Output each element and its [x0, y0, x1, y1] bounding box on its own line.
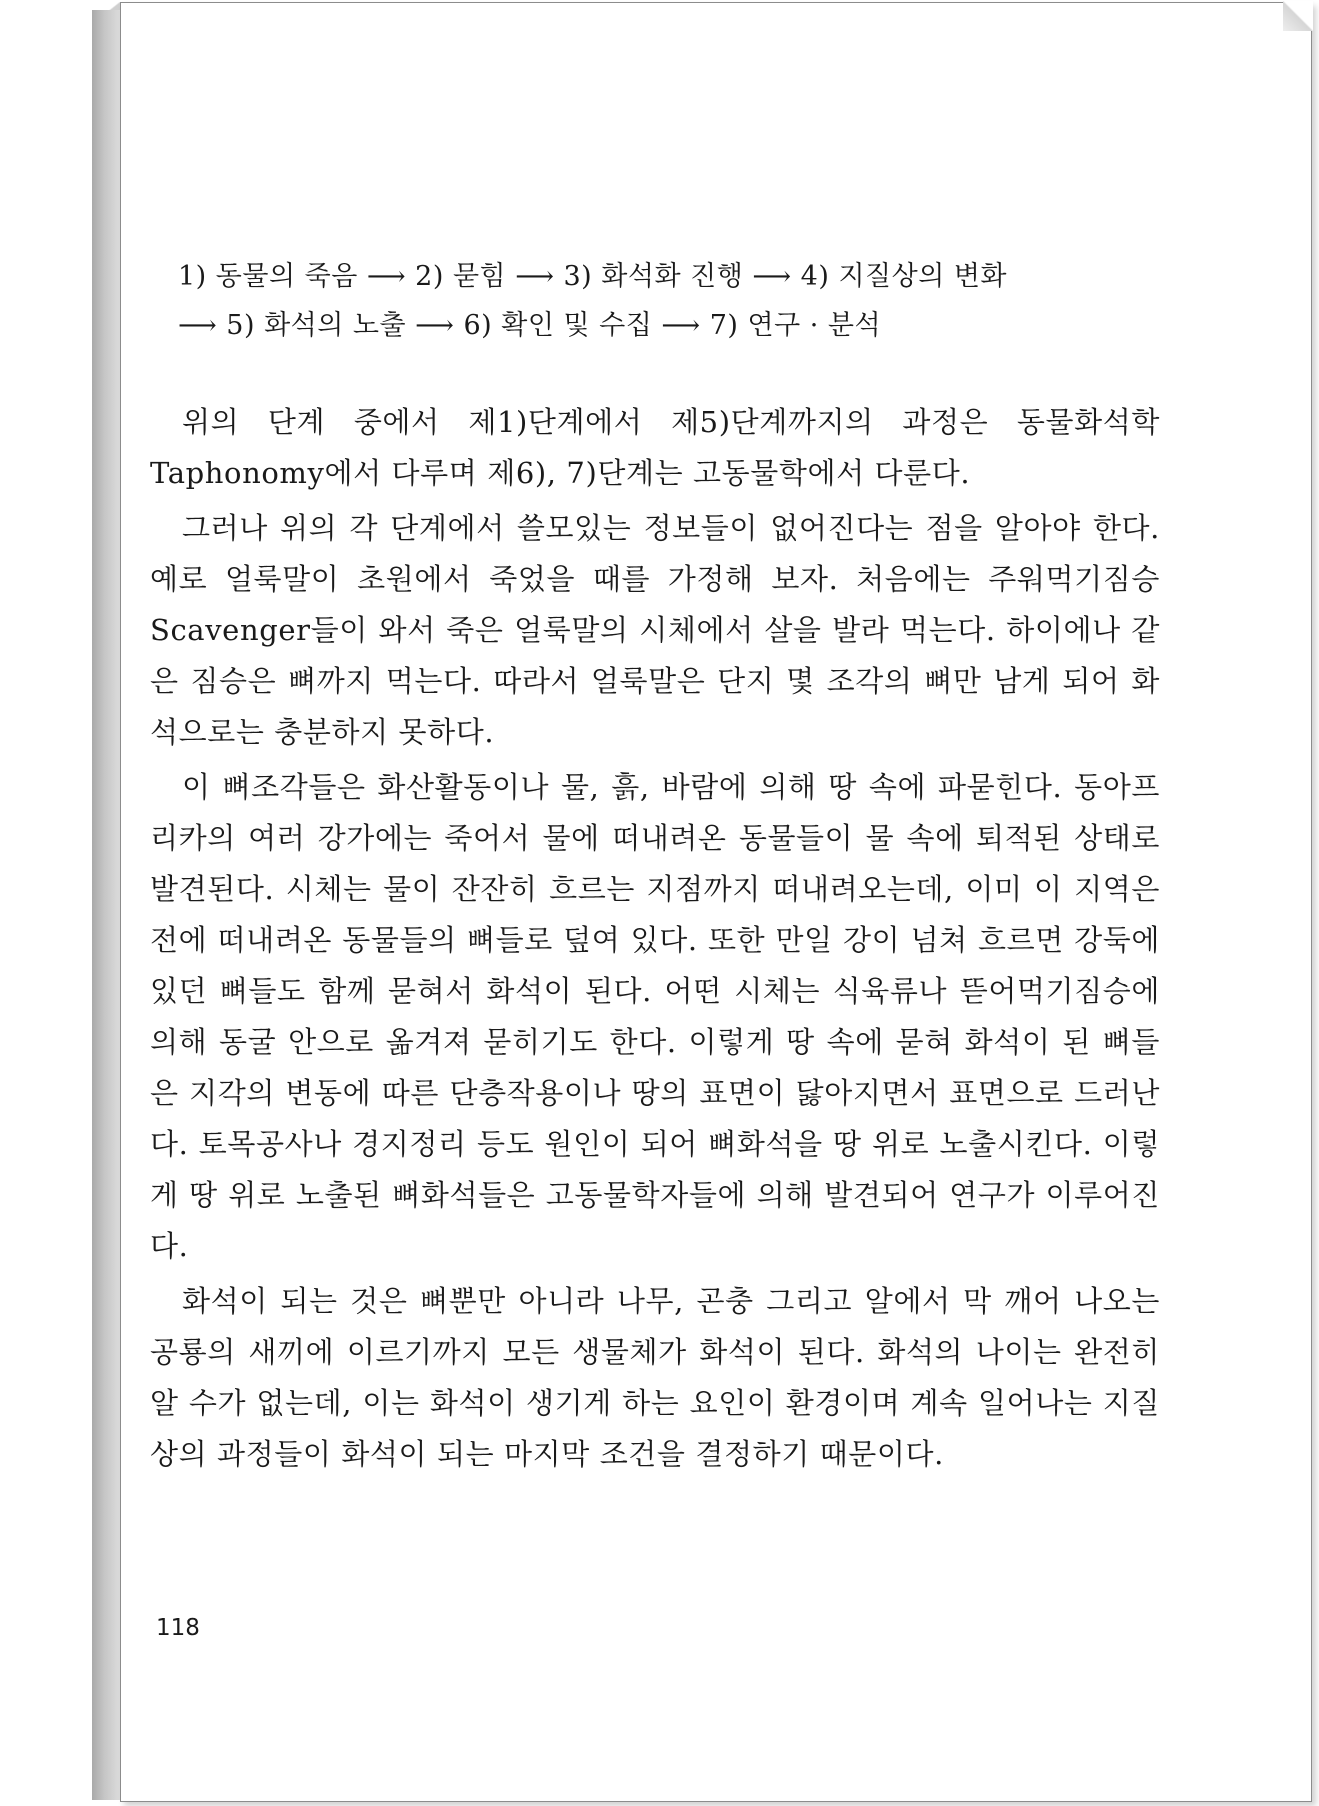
process-steps	[178, 252, 1158, 350]
process-line-2: ⟶ 5) 화석의 노출 ⟶ 6) 확인 및 수집 ⟶ 7) 연구 · 분석	[178, 310, 882, 341]
paragraph-1: 위의 단계 중에서 제1)단계에서 제5)단계까지의 과정은 동물화석학 Taphonomy에서 다루며 제6), 7)단계는 고동물학에서 다룬다.	[150, 405, 1160, 490]
book-spine	[92, 10, 121, 1800]
body-text	[150, 397, 1160, 1484]
paragraph-3: 이 뼈조각들은 화산활동이나 물, 흙, 바람에 의해 땅 속에 파묻힌다. 동아프리카의 여러 강가에는 죽어서 물에 떠내려온 동물들이 물 속에 퇴적된 상태로 발견된다. 시체는 물이 잔잔히 흐르는 지점까지 떠내려오는데, 이미 이 지역은 전에 떠내려온 동물들의 뼈들로 덮여 있다. 또한 만일 강이 넘쳐 흐르면 강둑에 있던 뼈들도 함께 묻혀서 화석이 된다. 어떤 시체는 식육류나 뜯어먹기짐승에 의해 동굴 안으로 옮겨져 묻히기도 한다. 이렇게 땅 속에 묻혀 화석이 된 뼈들은 지각의 변동에 따른 단층작용이나 땅의 표면이 닳아지면서 표면으로 드러난다. 토목공사나 경지정리 등도 원인이 되어 뼈화석을 땅 위로 노출시킨다. 이렇게 땅 위로 노출된 뼈화석들은 고동물학자들에 의해 발견되어 연구가 이루어진다.	[150, 770, 1160, 1263]
page-corner	[1283, 1, 1313, 31]
page-number: 118	[156, 1615, 200, 1641]
paragraph-2: 그러나 위의 각 단계에서 쓸모있는 정보들이 없어진다는 점을 알아야 한다. 예로 얼룩말이 초원에서 죽었을 때를 가정해 보자. 처음에는 주워먹기짐승Scavenger들이 와서 죽은 얼룩말의 시체에서 살을 발라 먹는다. 하이에나 같은 짐승은 뼈까지 먹는다. 따라서 얼룩말은 단지 몇 조각의 뼈만 남게 되어 화석으로는 충분하지 못하다.	[150, 511, 1160, 749]
process-line-1: 1) 동물의 죽음 ⟶ 2) 묻힘 ⟶ 3) 화석화 진행 ⟶ 4) 지질상의 변화	[178, 261, 1008, 292]
paragraph-4: 화석이 되는 것은 뼈뿐만 아니라 나무, 곤충 그리고 알에서 막 깨어 나오는 공룡의 새끼에 이르기까지 모든 생물체가 화석이 된다. 화석의 나이는 완전히 알 수가 없는데, 이는 화석이 생기게 하는 요인이 환경이며 계속 일어나는 지질상의 과정들이 화석이 되는 마지막 조건을 결정하기 때문이다.	[150, 1284, 1160, 1471]
